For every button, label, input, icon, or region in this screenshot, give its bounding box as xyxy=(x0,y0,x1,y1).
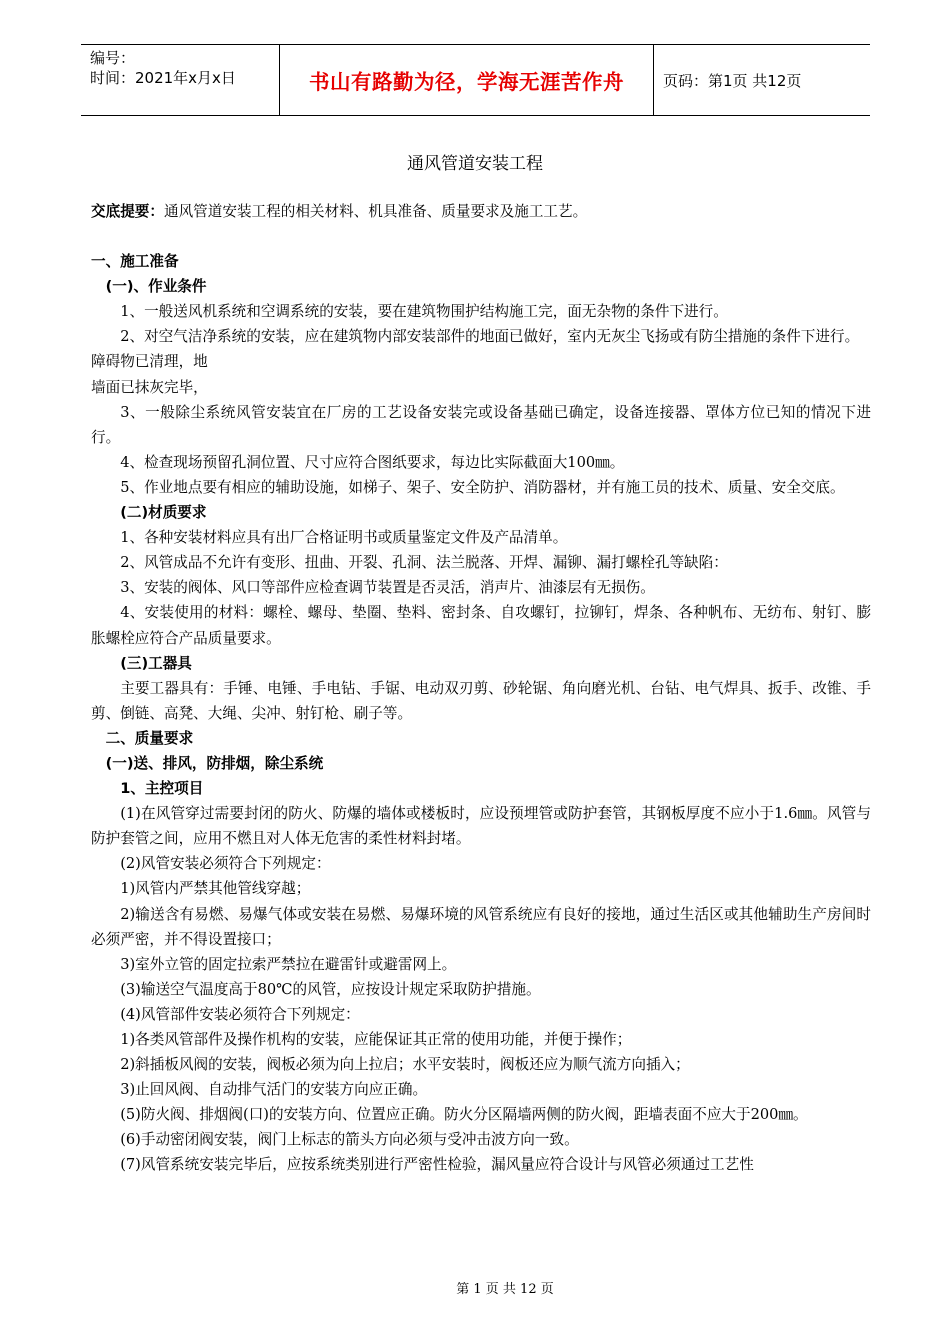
paragraph: 2)斜插板风阀的安装，阀板必须为向上拉启；水平安装时，阀板还应为顺气流方向插入； xyxy=(120,1056,690,1074)
page-footer: 第 1 页 共 12 页 xyxy=(456,1282,554,1297)
paragraph: 5、作业地点要有相应的辅助设施，如梯子、架子、安全防护、消防器材，并有施工员的技术、质量、安全交底。 xyxy=(120,478,845,496)
subsection-heading: (一)、作业条件 xyxy=(105,278,207,296)
date-label: 时间：2021年x月x日 xyxy=(90,69,236,87)
document-body xyxy=(91,199,871,1178)
section-heading: 二、质量要求 xyxy=(105,729,194,747)
summary xyxy=(91,199,871,224)
paragraph: 墙面已抹灰完毕， xyxy=(91,378,208,396)
header-table xyxy=(81,44,870,116)
subsection-heading: (一)送、排风，防排烟，除尘系统 xyxy=(105,754,324,772)
paragraph: 1、一般送风机系统和空调系统的安装，要在建筑物围护结构施工完，面无杂物的条件下进行。 xyxy=(120,303,728,321)
paragraph: (7)风管系统安装完毕后，应按系统类别进行严密性检验，漏风量应符合设计与风管必须通过工艺性 xyxy=(120,1156,754,1174)
paragraph: 2)输送含有易燃、易爆气体或安装在易燃、易爆环境的风管系统应有良好的接地，通过生活区或其他辅助生产房间时必须严密，并不得设置接口； xyxy=(91,905,871,948)
paragraph: 3)室外立管的固定拉索严禁拉在避雷针或避雷网上。 xyxy=(120,955,457,973)
paragraph: 2、风管成品不允许有变形、扭曲、开裂、孔洞、法兰脱落、开焊、漏铆、漏打螺栓孔等缺陷： xyxy=(120,554,728,572)
paragraph: 1)各类风管部件及操作机构的安装，应能保证其正常的使用功能，并便于操作； xyxy=(120,1031,632,1048)
paragraph: 3、一般除尘系统风管安装宜在厂房的工艺设备安装完或设备基础已确定，设备连接器、罩体方位已知的情况下进行。 xyxy=(91,403,871,446)
paragraph: 2、对空气洁净系统的安装，应在建筑物内部安装部件的地面已做好，室内无灰尘飞扬或有防尘措施的条件下进行。 xyxy=(120,328,860,346)
paragraph: (3)输送空气温度高于80℃的风管，应按设计规定采取防护措施。 xyxy=(120,980,541,998)
paragraph: (4)风管部件安装必须符合下列规定： xyxy=(120,1005,360,1023)
paragraph: 3、安装的阀体、风口等部件应检查调节装置是否灵活，消声片、油漆层有无损伤。 xyxy=(120,579,655,597)
paragraph: 1)风管内严禁其他管线穿越； xyxy=(120,880,311,898)
paragraph: 3)止回风阀、自动排气活门的安装方向应正确。 xyxy=(120,1081,428,1099)
paragraph: 主要工器具有：手锤、电锤、手电钻、手锯、电动双刃剪、砂轮锯、角向磨光机、台钻、电气焊具、扳手、改锥、手剪、倒链、高凳、大绳、尖冲、射钉枪、刷子等。 xyxy=(91,679,871,722)
paragraph: 障碍物已清理，地 xyxy=(91,353,208,371)
item-heading: 1、主控项目 xyxy=(120,780,204,798)
paragraph: 4、检查现场预留孔洞位置、尺寸应符合图纸要求，每边比实际截面大100㎜。 xyxy=(120,453,625,471)
paragraph: (1)在风管穿过需要封闭的防火、防爆的墙体或楼板时，应设预埋管或防护套管，其钢板厚度不应小于1.6㎜。风管与防护套管之间，应用不燃且对人体无危害的柔性材料封堵。 xyxy=(91,805,871,848)
header-meta-cell xyxy=(81,45,280,115)
motto: 书山有路勤为径，学海无涯苦作舟 xyxy=(280,45,654,115)
summary-label: 交底提要： xyxy=(91,203,164,220)
summary-text: 通风管道安装工程的相关材料、机具准备、质量要求及施工工艺。 xyxy=(163,203,588,220)
subsection-heading: (三)工器具 xyxy=(120,654,192,672)
number-label: 编号： xyxy=(90,49,136,67)
paragraph: 1、各种安装材料应具有出厂合格证明书或质量鉴定文件及产品清单。 xyxy=(120,529,568,547)
paragraph: 4、安装使用的材料：螺栓、螺母、垫圈、垫料、密封条、自攻螺钉，拉铆钉，焊条、各种帆布、无纺布、射钉、膨胀螺栓应符合产品质量要求。 xyxy=(91,604,871,647)
subsection-heading: (二)材质要求 xyxy=(120,504,207,522)
paragraph: (5)防火阀、排烟阀(口)的安装方向、位置应正确。防火分区隔墙两侧的防火阀，距墙表面不应大于200㎜。 xyxy=(120,1106,808,1124)
document-title: 通风管道安装工程 xyxy=(407,154,543,174)
paragraph: (2)风管安装必须符合下列规定： xyxy=(120,855,331,873)
paragraph: (6)手动密闭阀安装，阀门上标志的箭头方向必须与受冲击波方向一致。 xyxy=(120,1131,579,1149)
page-info: 页码：第1页 共12页 xyxy=(663,71,802,90)
section-heading: 一、施工准备 xyxy=(91,253,179,271)
